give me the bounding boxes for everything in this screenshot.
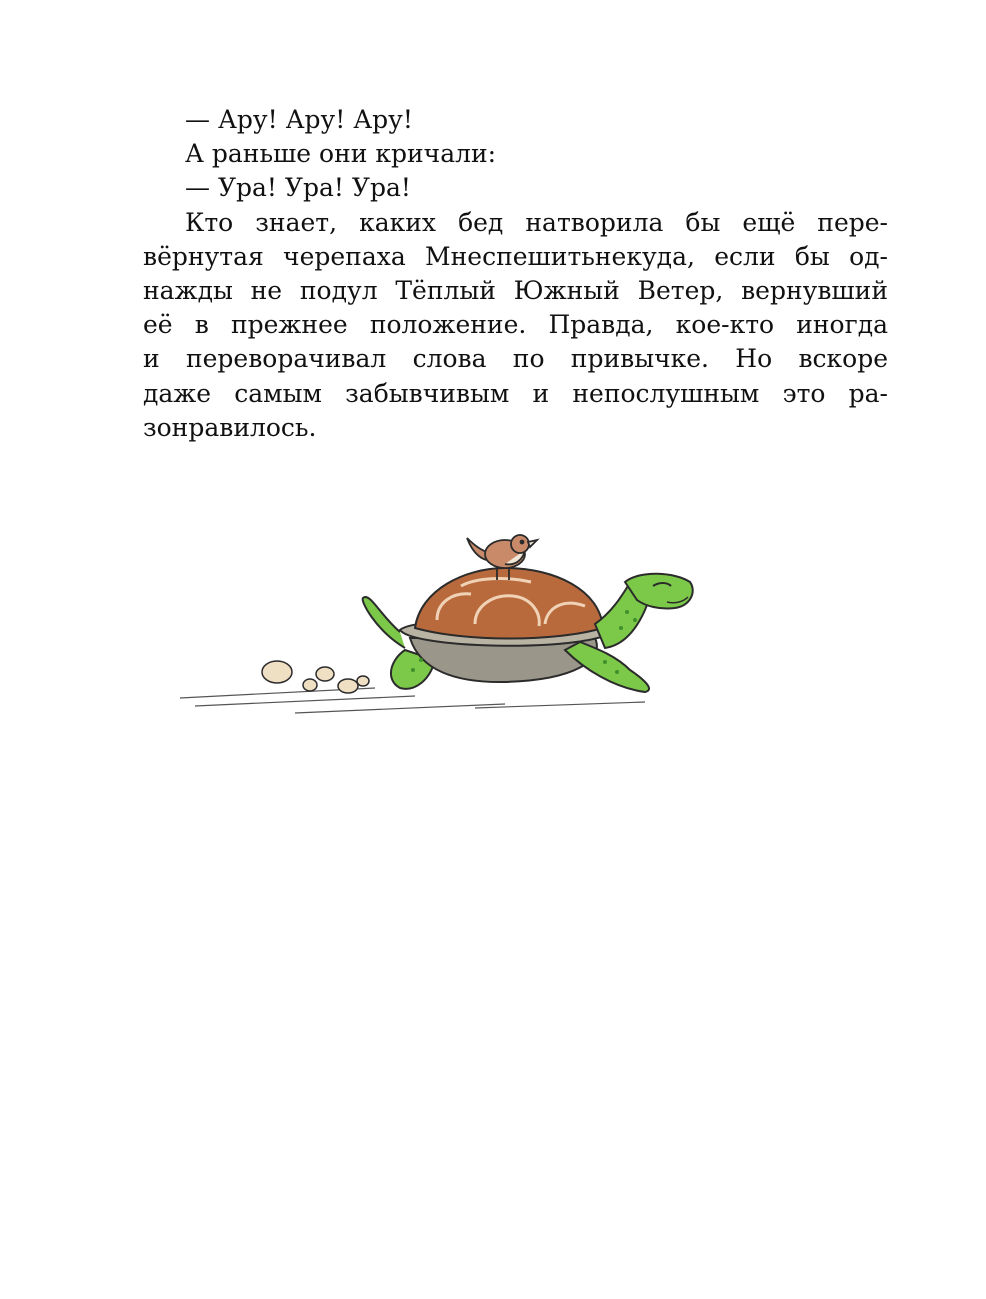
text-line: её в прежнее положение. Правда, кое-кто иногда	[143, 310, 888, 340]
turtle-tail	[363, 597, 405, 648]
turtle-with-bird-illustration	[175, 520, 715, 720]
text-line: — Ура! Ура! Ура!	[185, 173, 411, 203]
text-line: зонравилось.	[143, 412, 317, 442]
text-line: А раньше они кричали:	[185, 139, 497, 169]
text-line: нажды не подул Тёплый Южный Ветер, вернувший	[143, 275, 888, 305]
ground-lines	[180, 688, 645, 713]
text-line: — Ару! Ару! Ару!	[185, 105, 413, 134]
text-line: даже самым забывчивым и непослушным это ра-	[143, 378, 888, 408]
pebbles	[262, 661, 369, 693]
text-line: Кто знает, каких бед натворила бы ещё пере-	[185, 207, 888, 237]
text-line: вёрнутая черепаха Мнеспешитьнекуда, если бы од-	[143, 241, 888, 271]
text-line: и переворачивал слова по привычке. Но вскоре	[143, 344, 888, 374]
text-block	[143, 103, 888, 445]
